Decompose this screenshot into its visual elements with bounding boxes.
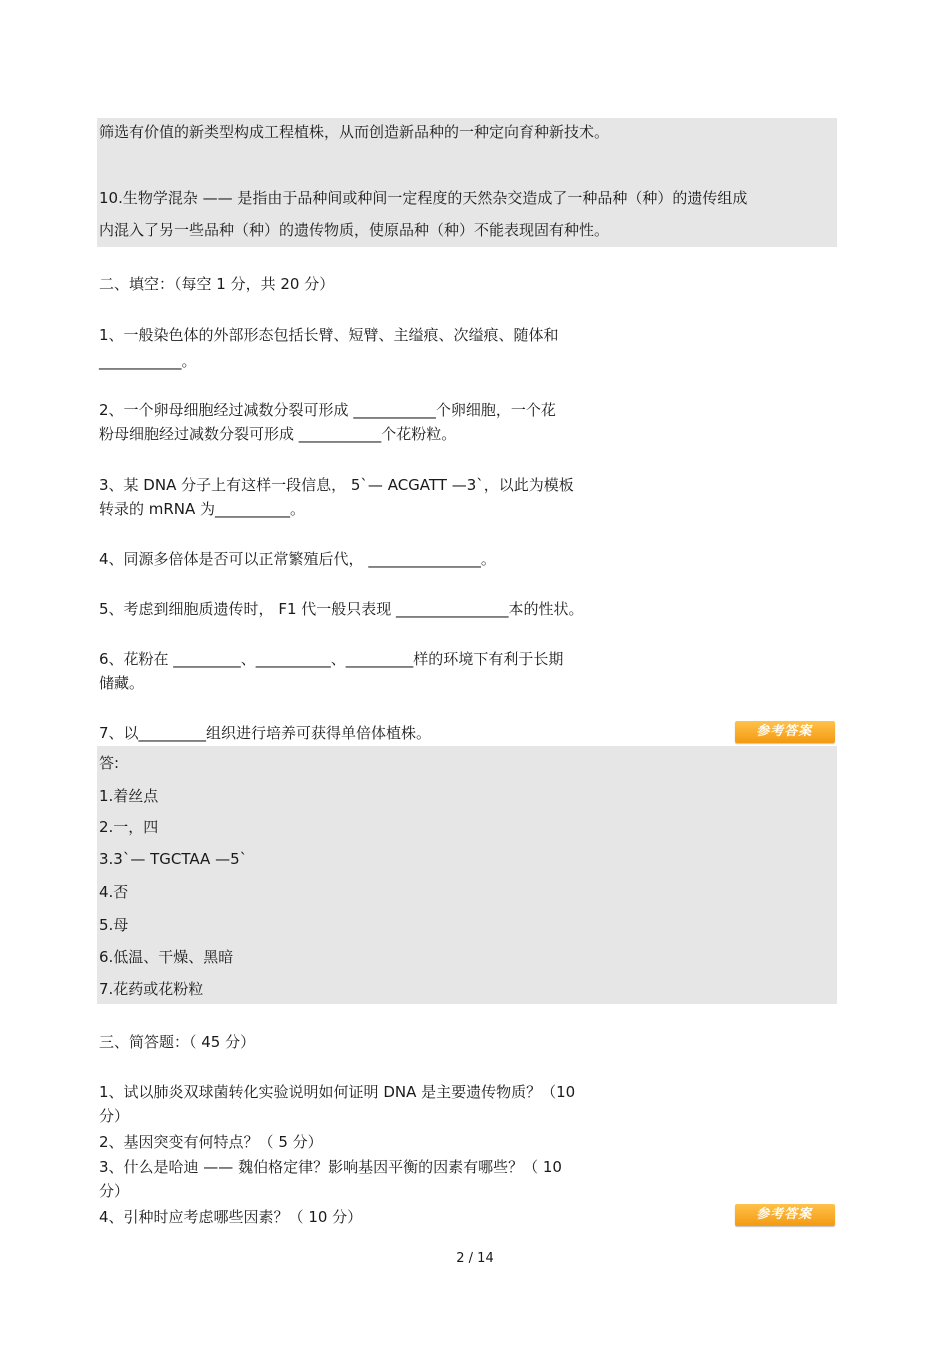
- answer-item: 6.低温、干燥、黑暗: [99, 948, 234, 966]
- short-section-heading: 三、简答题：（ 45 分）: [99, 1033, 256, 1051]
- reference-answer-button[interactable]: [735, 721, 835, 743]
- fill-section-heading: 二、填空：（每空 1 分，共 20 分）: [99, 275, 335, 293]
- answer-item: 1.着丝点: [99, 787, 159, 805]
- definition-prev-line: 筛选有价值的新类型构成工程植株，从而创造新品种的一种定向育种新技术。: [99, 123, 610, 141]
- answer-item: 7.花药或花粉粒: [99, 980, 204, 998]
- fill-q1-line2: ___________。: [99, 352, 197, 370]
- short-q1-line1: 1、试以肺炎双球菌转化实验说明如何证明 DNA 是主要遗传物质？（10: [99, 1083, 576, 1101]
- short-q3-line2: 分）: [99, 1182, 130, 1200]
- fill-q7: 7、以_________组织进行培养可获得单倍体植株。: [99, 724, 432, 742]
- fill-q6-line2: 储藏。: [99, 674, 145, 692]
- answer-item: 3.3`— TGCTAA —5`: [99, 850, 248, 868]
- fill-q3-line2: 转录的 mRNA 为__________。: [99, 500, 306, 518]
- fill-q5: 5、考虑到细胞质遗传时， F1 代一般只表现 _______________本的性状。: [99, 600, 584, 618]
- reference-answer-label-2: 参考答案: [755, 1207, 815, 1222]
- answer-item: 5.母: [99, 916, 129, 934]
- fill-q4: 4、同源多倍体是否可以正常繁殖后代， _______________。: [99, 550, 496, 568]
- fill-q2-line1: 2、一个卵母细胞经过减数分裂可形成 ___________个卵细胞，一个花: [99, 401, 556, 419]
- answer-item: 4.否: [99, 883, 129, 901]
- definition-10-line2: 内混入了另一些品种（种）的遗传物质，使原品种（种）不能表现固有种性。: [99, 221, 610, 239]
- reference-answer-label: 参考答案: [755, 724, 815, 739]
- page-number: 2 / 14: [456, 1251, 494, 1266]
- fill-q1-line1: 1、一般染色体的外部形态包括长臂、短臂、主缢痕、次缢痕、随体和: [99, 326, 559, 344]
- short-q3-line1: 3、什么是哈迪 —— 魏伯格定律？影响基因平衡的因素有哪些？（ 10: [99, 1158, 562, 1176]
- short-q4: 4、引种时应考虑哪些因素？（ 10 分）: [99, 1208, 363, 1226]
- definition-10-line1: 10.生物学混杂 —— 是指由于品种间或种间一定程度的天然杂交造成了一种品种（种）的遗传组成: [99, 189, 748, 207]
- fill-q2-line2: 粉母细胞经过减数分裂可形成 ___________个花粉粒。: [99, 425, 457, 443]
- fill-q3-line1: 3、某 DNA 分子上有这样一段信息， 5`— ACGATT —3`，以此为模板: [99, 476, 574, 494]
- reference-answer-button-2[interactable]: [735, 1204, 835, 1226]
- answer-item: 2.一，四: [99, 818, 159, 836]
- short-q1-line2: 分）: [99, 1107, 130, 1125]
- short-q2: 2、基因突变有何特点？（ 5 分）: [99, 1133, 323, 1151]
- answers-label: 答:: [99, 754, 120, 772]
- fill-q6-line1: 6、花粉在 _________、__________、_________样的环境下有利于长期: [99, 650, 564, 668]
